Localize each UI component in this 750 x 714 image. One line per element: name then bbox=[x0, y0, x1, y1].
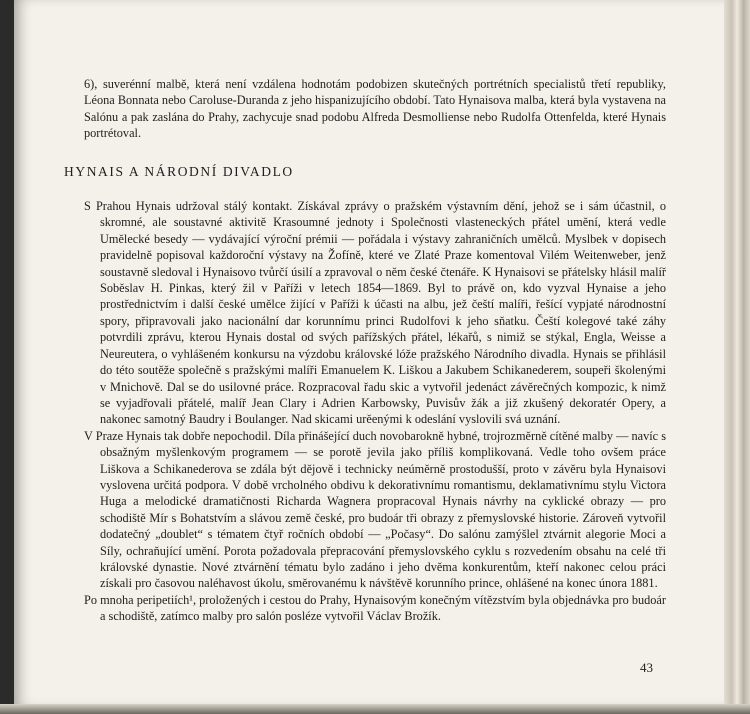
page-text-column bbox=[64, 76, 666, 625]
book-page-edges bbox=[724, 0, 750, 714]
section-heading: HYNAIS A NÁRODNÍ DIVADLO bbox=[64, 163, 294, 179]
continuation-paragraph: 6), suverénní malbě, která není vzdálena hodnotám podobizen skutečných portrétních specialistů třetí republiky, Léona Bonnata nebo Caroluse-Duranda z jeho hispanizujícího období. Tato Hynaisova malba, která byla vystavena na Salónu a pak zaslána do Prahy, zachycuje snad podobu Alfreda Desmolliense nebo Rudolfa Ottenfelda, které Hynais portrétoval. bbox=[84, 77, 666, 141]
paragraph-final-commission: Po mnoha peripetiích¹, proložených i cestou do Prahy, Hynaisovým konečným vítězstvím byla objednávka pro budoár a schodiště, zatímco malby pro salón posléze vytvořil Václav Brožík. bbox=[84, 592, 666, 624]
paragraph-competition-prague: V Praze Hynais tak dobře nepochodil. Díla přinášející duch novobarokně hybné, trojrozměrně cítěné malby — navíc s obsažným myšlenkovým programem — se porotě jevila jako příliš komplikovaná. Vedle toho ovšem práce Liškova a Schikanederova se zdála být dějově i technicky neúměrně prostodušší, proto v závěru byla Hynaisovi vyslovena určitá podpora. V době vrcholného obdivu k dekorativnímu romantismu, deklamativnímu stylu Victora Huga a melodické dramatičnosti Richarda Wagnera propracoval Hynais návrhy na cyklické obrazy — pro schodiště Mír s Bohatstvím a slávou země české, pro budoár tři obrazy z přemyslovské historie. Zároveň vytvořil dodatečný „doublet“ s tématem čtyř ročních období — „Počasy“. Do salónu zamýšlel ztvárnit alegorie Moci a Síly, ochraňující umění. Porota požadovala přepracování přemyslovského cyklu s rozvedením obsahu na celé tři královské dynastie. Nové ztvárnění tématu bylo zadáno i jeho dvěma konkurentům, kteří nakonec celou práci získali pro časovou naléhavost úkolu, směrovanému k návštěvě korunního prince, ohlášené na konec února 1881. bbox=[84, 428, 666, 591]
book-bottom-edge bbox=[0, 704, 750, 714]
paragraph-prague-contacts: S Prahou Hynais udržoval stálý kontakt. Získával zprávy o pražském výstavním dění, jehož se i sám účastnil, o skromné, ale soustavné aktivitě Krasoumné jednoty i Společnosti vlasteneckých přátel umění, která vedle Umělecké besedy — vydávající výroční prémii — pořádala i výstavy zahraničních umělců. Myslbek v dopisech pravidelně popisoval každoroční výstavy na Žofíně, které ve Zlaté Praze komentoval Vilém Weitenweber, jenž soustavně sledoval i Hynaisovo tvůrčí úsilí a zpravoval o něm české čtenáře. K Hynaisovi se přátelsky hlásil malíř Soběslav H. Pinkas, který žil v Paříži v letech 1854—1869. Byl to právě on, kdo vyzval Hynaise a jeho prostřednictvím i další české umělce žijící v Paříži k účasti na albu, jež čeští malíři, řešící vypjaté národnostní spory, připravovali jako nacionální dar korunnímu princi Rudolfovi k jeho sňatku. Čeští kolegové také záhy potvrdili zprávu, kterou Hynais dostal od svých pařížských přátel, lékařů, s nimiž se stýkal, Engla, Weisse a Neureutera, o vyhlášeném konkursu na výzdobu královské lóže pražského Národního divadla. Hynais se přihlásil do této soutěže společně s pražskými malíři Emanuelem K. Liškou a Jakubem Schikanederem, soupeři školenými v Mnichově. Dal se do usilovné práce. Rozpracoval řadu skic a vytvořil jedenáct závěrečných kompozic, k nimž se vyjadřovali přátelé, malíř Jean Clary i Adrien Karbowsky, Puvisův žák a již zkušený dekoratér Opery, a nakonec samotný Baudry i Boulanger. Nad skicami urěenými k odeslání vyslovili svá uznání. bbox=[84, 199, 666, 427]
page-number: 43 bbox=[640, 660, 653, 675]
